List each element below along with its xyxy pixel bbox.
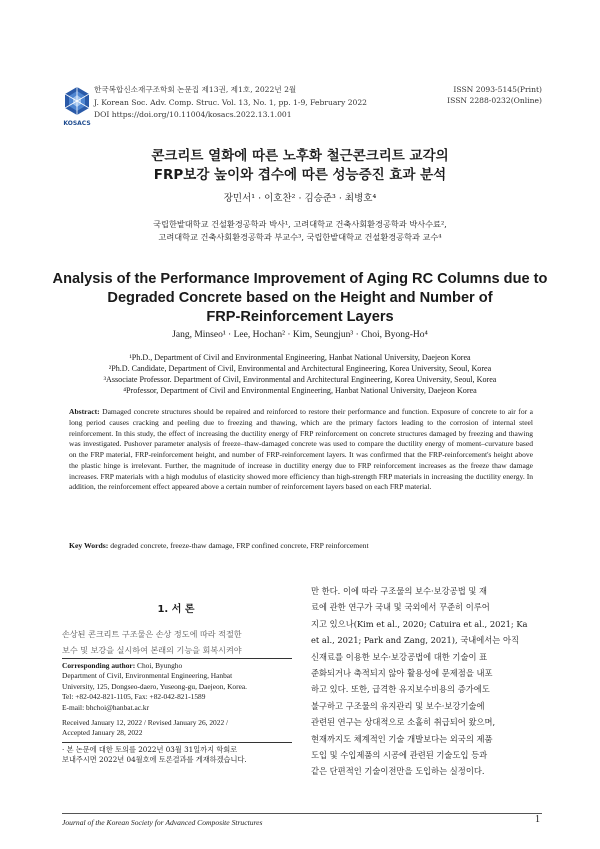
korean-authors: 장민서¹ · 이호찬² · 김승준³ · 최병호⁴ bbox=[223, 193, 377, 204]
keywords bbox=[69, 541, 533, 550]
body-line: 불구하고 구조물의 유지관리 및 보수·보강기술에 bbox=[311, 700, 485, 711]
keywords-text: degraded concrete, freeze-thaw damage, FRP confined concrete, FRP reinforcement bbox=[108, 541, 369, 550]
received-line: Accepted January 28, 2022 bbox=[62, 728, 143, 738]
journal-citation bbox=[94, 84, 367, 122]
body-line: 보수 및 보강을 실시하여 본래의 기능을 회복시켜야 bbox=[62, 645, 242, 655]
journal-logo bbox=[62, 86, 92, 126]
english-title-line: FRP-Reinforcement Layers bbox=[206, 309, 394, 325]
body-line: 료에 관한 연구가 국내 및 국외에서 꾸준히 이루어 bbox=[311, 602, 490, 613]
journal-name-kr: 한국복합신소재구조학회 논문집 제13권, 제1호, 2022년 2월 bbox=[94, 85, 297, 94]
note-line: · 본 논문에 대한 토의를 2022년 03월 31일까지 학회로 bbox=[62, 745, 238, 754]
corresponding-author bbox=[62, 661, 292, 713]
left-column-body bbox=[62, 626, 290, 658]
body-line: 도입 및 수입제품의 시공에 관련된 기술도입 등과 bbox=[311, 750, 488, 761]
footer-journal: Journal of the Korean Society for Advanced Composite Structures bbox=[62, 818, 263, 827]
section-heading: 1. 서 론 bbox=[157, 604, 195, 615]
note-line: 보내주시면 2022년 04월호에 토론결과를 게재하겠습니다. bbox=[62, 755, 247, 765]
body-line: 신재료를 이용한 보수·보강공법에 대한 기술이 표 bbox=[311, 651, 488, 662]
discussion-note bbox=[62, 745, 292, 766]
corresponding-email: E-mail: bhchoi@hanbat.ac.kr bbox=[62, 702, 150, 712]
body-line: 하고 있다. 또한, 급격한 유지보수비용의 증가에도 bbox=[311, 684, 490, 695]
body-line: 같은 단편적인 기술이전만을 도입하는 실정이다. bbox=[311, 766, 485, 777]
korean-title-line: FRP보강 높이와 겹수에 따른 성능증진 효과 분석 bbox=[153, 167, 447, 183]
english-affiliation-line: ¹Ph.D., Department of Civil and Environmental Engineering, Hanbat National University, Daejeon Korea bbox=[129, 353, 471, 362]
doi-link[interactable]: DOI https://doi.org/10.11004/kosacs.2022.13.1.001 bbox=[94, 110, 292, 119]
journal-header bbox=[62, 82, 542, 130]
abstract bbox=[69, 407, 533, 493]
english-affiliation-line: ²Ph.D. Candidate, Department of Civil, Environmental and Architectural Engineering, Korea University, Seoul, Korea bbox=[108, 364, 492, 373]
corresponding-name: Choi, Byungho bbox=[135, 661, 183, 670]
korean-affiliations bbox=[60, 218, 540, 244]
english-affiliation-line: ⁴Professor, Department of Civil and Environmental Engineering, Hanbat National University, Daejeon Korea bbox=[123, 386, 477, 395]
footer-divider bbox=[62, 813, 542, 814]
body-line: et al., 2021; Park and Zang, 2021), 국내에서는 아직 bbox=[311, 635, 519, 646]
body-line: 손상된 콘크리트 구조물은 손상 정도에 따라 적절한 bbox=[62, 629, 242, 639]
korean-title-line: 콘크리트 열화에 따른 노후화 철근콘크리트 교각의 bbox=[151, 148, 449, 164]
body-line: 지고 있으나(Kim et al., 2020; Catuira et al., 2021; Ka bbox=[311, 618, 528, 629]
korean-title bbox=[60, 147, 540, 185]
journal-name-en: J. Korean Soc. Adv. Comp. Struc. Vol. 13, No. 1, pp. 1-9, February 2022 bbox=[94, 97, 368, 107]
footnote-divider bbox=[62, 658, 292, 659]
english-authors: Jang, Minseo¹ · Lee, Hochan² · Kim, Seungjun³ · Choi, Byong-Ho⁴ bbox=[172, 330, 428, 340]
corresponding-line: Tel: +82-042-821-1105, Fax: +82-042-821-1589 bbox=[62, 692, 206, 702]
body-line: 관련된 연구는 상대적으로 소홀히 취급되어 왔으며, bbox=[311, 717, 496, 728]
english-title-line: Analysis of the Performance Improvement of Aging RC Columns due to bbox=[52, 271, 548, 287]
issn-print: ISSN 2093-5145(Print) bbox=[453, 85, 542, 94]
page-number: 1 bbox=[535, 814, 540, 825]
corresponding-line: University, 125, Dongseo-daero, Yuseong-gu, Daejeon, Korea. bbox=[62, 681, 247, 691]
abstract-text: Damaged concrete structures should be repaired and reinforced to restore their performance and function. Exposure of concrete to air for a long period causes cracking and peeling due to freezing and thawing, which are the primary factors leading to the corrosion of internal steel reinforcement. In this study, the effect of increasing the ductility energy of FRP reinforcement on concrete structures damaged by freezing and thawing was investigated. Pushover parameter analysis of freeze–thaw-damaged concrete was used to compare the ductility energy of moment–curvature based on the FRP material, FRP-reinforcement height, and number of FRP-reinforcement layers. It was confirmed that the FRP-reinforcement's height above the plastic hinge is irrelevant. Further, the magnitude of increase in ductility energy due to FRP reinforcement increases as the freeze thaw damage increases. FRP materials with a high modulus of elasticity showed more efficiency than high-strength FRP materials in increasing the ductility energy. In addition, the reinforcement effect appeared above a certain number of reinforcement layers based on each FRP material. bbox=[69, 407, 533, 492]
issn-online: ISSN 2288-0232(Online) bbox=[447, 96, 542, 105]
body-line: 만 한다. 이에 따라 구조물의 보수·보강공법 및 재 bbox=[311, 586, 488, 596]
english-affiliation-line: ³Associate Professor. Department of Civil, Environmental and Architectural Engineering, Korea University, Seoul, Korea bbox=[103, 375, 497, 384]
issn-block bbox=[447, 84, 542, 106]
body-line: 현재까지도 체계적인 기술 개발보다는 외국의 제품 bbox=[311, 733, 493, 744]
right-column-body bbox=[311, 583, 541, 780]
corresponding-line: Department of Civil, Environmental Engineering, Hanbat bbox=[62, 671, 233, 681]
english-affiliations bbox=[50, 352, 550, 396]
hexagon-logo-icon bbox=[62, 86, 92, 120]
received-dates bbox=[62, 718, 292, 739]
english-title bbox=[48, 270, 552, 327]
english-title-line: Degraded Concrete based on the Height and Number of bbox=[107, 290, 493, 306]
logo-label: KOSACS bbox=[63, 120, 91, 127]
abstract-label: Abstract: bbox=[69, 407, 100, 416]
korean-affiliation-line: 고려대학교 건축사회환경공학과 부교수³, 국립한밭대학교 건설환경공학과 교수⁴ bbox=[158, 232, 442, 242]
body-line: 준화되거나 축적되지 않아 활용성에 문제점을 내포 bbox=[311, 668, 493, 679]
korean-affiliation-line: 국립한밭대학교 건설환경공학과 박사¹, 고려대학교 건축사회환경공학과 박사수료², bbox=[153, 219, 447, 229]
received-line: Received January 12, 2022 / Revised January 26, 2022 / bbox=[62, 718, 229, 727]
note-divider bbox=[62, 742, 292, 743]
keywords-label: Key Words: bbox=[69, 541, 109, 550]
corresponding-label: Corresponding author: bbox=[62, 661, 136, 670]
